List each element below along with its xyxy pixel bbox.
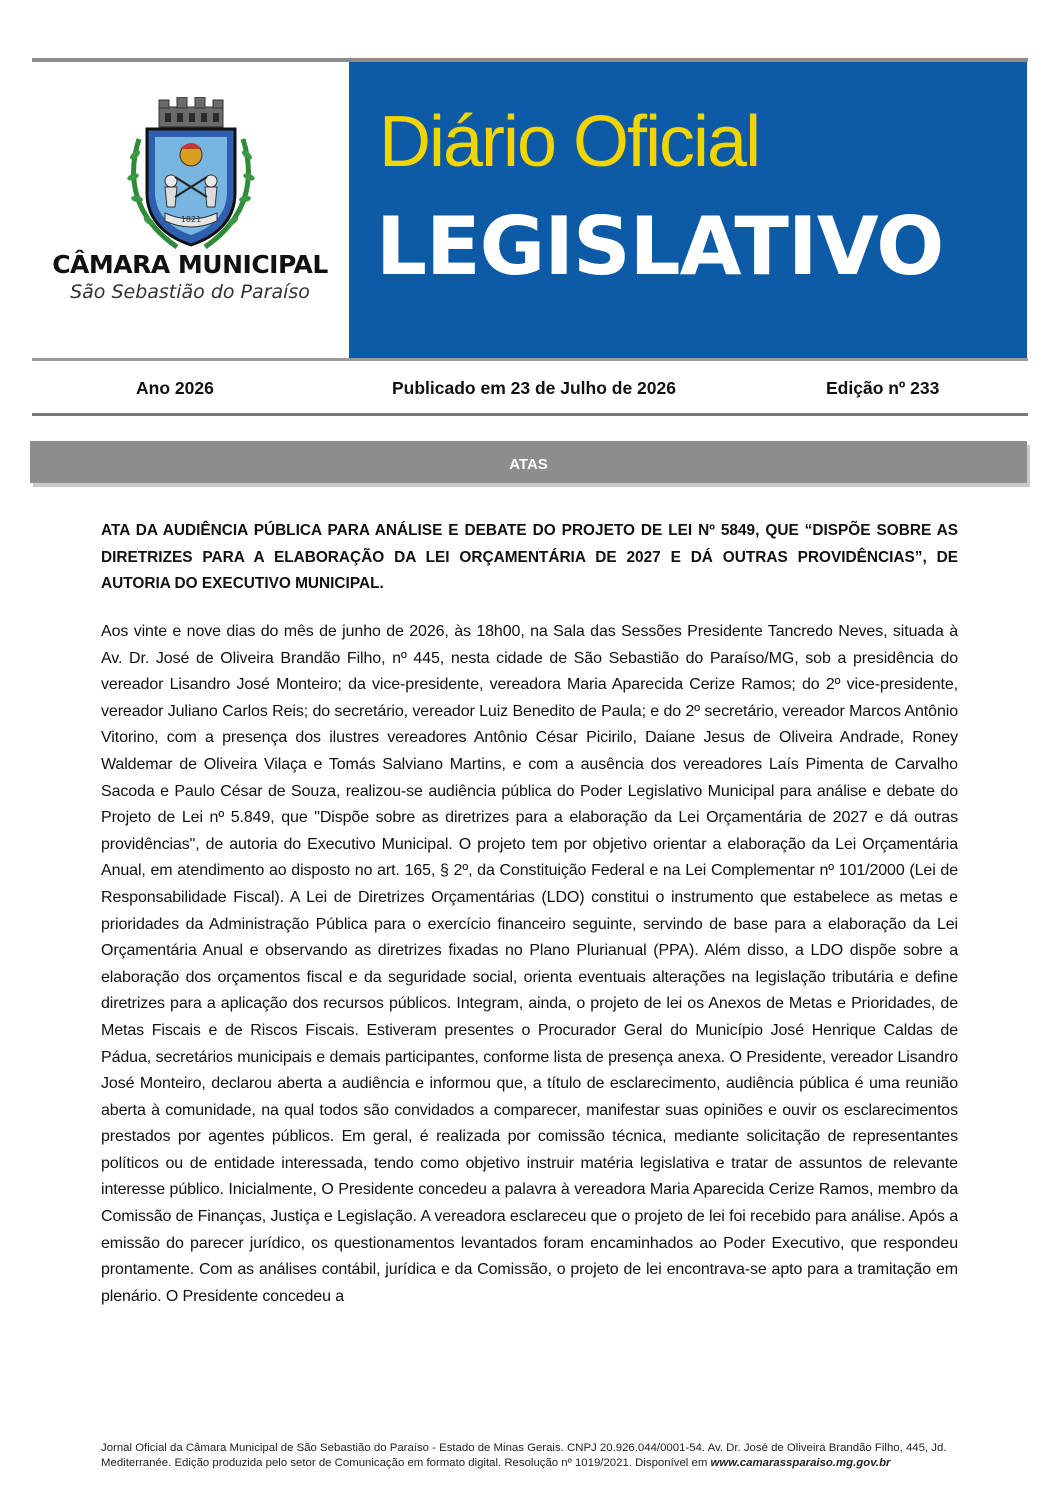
camara-subtitle: São Sebastião do Paraíso: [70, 281, 310, 303]
publication-info: [32, 378, 1028, 402]
camara-title: CÂMARA MUNICIPAL: [52, 250, 328, 279]
svg-text:1821: 1821: [180, 215, 202, 224]
document-heading: ATA DA AUDIÊNCIA PÚBLICA PARA ANÁLISE E DEBATE DO PROJETO DE LEI Nº 5849, QUE “DISPÕE SOBRE AS DIRETRIZES PARA A ELABORAÇÃO DA LEI ORÇAMENTÁRIA DE 2027 E DÁ OUTRAS PROVIDÊNCIAS”, DE AUTORIA DO EXECUTIVO MUNICIPAL.: [101, 522, 958, 592]
footer-website-link[interactable]: www.camarassparaiso.mg.gov.br: [710, 1457, 891, 1469]
divider: [32, 358, 1028, 361]
divider: [32, 413, 1028, 416]
section-header: ATAS: [30, 441, 1027, 483]
masthead-banner: [349, 62, 1027, 358]
footer: [101, 1441, 1011, 1471]
camara-logo: [32, 62, 348, 358]
edition-number: Edição nº 233: [826, 378, 940, 398]
publication-date: Publicado em 23 de Julho de 2026: [392, 378, 676, 398]
footer-text: Jornal Oficial da Câmara Municipal de São Sebastião do Paraíso - Estado de Minas Gerais. CNPJ 20.926.044/0001-54. Av. Dr. José de Oliveira Brandão Filho, 445, Jd. Mediterranée. Edição produzida pelo setor de Comunicação em formato digital. Resolução nº 1019/2021. Disponível em: [101, 1442, 947, 1469]
coat-of-arms-icon: [125, 97, 257, 259]
banner-subtitle: LEGISLATIVO: [376, 200, 944, 293]
document-body: Aos vinte e nove dias do mês de junho de 2026, às 18h00, na Sala das Sessões Presidente Tancredo Neves, situada à Av. Dr. José de Oliveira Brandão Filho, nº 445, nesta cidade de São Sebastião do Paraíso/MG, sob a presidência do vereador Lisandro José Monteiro; da vice-presidente, vereadora Maria Aparecida Cerize Ramos; do 2º vice-presidente, vereador Juliano Carlos Reis; do secretário, vereador Luiz Benedito de Paula; e do 2º secretário, vereador Marcos Antônio Vitorino, com a presença dos ilustres vereadores Antônio César Picirilo, Daiane Jesus de Oliveira Andrade, Roney Waldemar de Oliveira Vilaça e Tomás Salviano Martins, e com a ausência dos vereadores Laís Pimenta de Carvalho Sacoda e Paulo César de Souza, realizou-se audiência pública do Poder Legislativo Municipal para análise e debate do Projeto de Lei nº 5.849, que "Dispõe sobre as diretrizes para a elaboração da Lei Orçamentária de 2027 e dá outras providências", de autoria do Executivo Municipal. O projeto tem por objetivo orientar a elaboração da Lei Orçamentária Anual, em atendimento ao disposto no art. 165, § 2º, da Constituição Federal e na Lei Complementar nº 101/2000 (Lei de Responsabilidade Fiscal). A Lei de Diretrizes Orçamentárias (LDO) constitui o instrumento que estabelece as metas e prioridades da Administração Pública para o exercício financeiro seguinte, servindo de base para a elaboração da Lei Orçamentária Anual e observando as diretrizes fixadas no Plano Plurianual (PPA). Além disso, a LDO dispõe sobre a elaboração dos orçamentos fiscal e da seguridade social, orienta eventuais alterações na legislação tributária e define diretrizes para a aplicação dos recursos públicos. Integram, ainda, o projeto de lei os Anexos de Metas e Prioridades, de Metas Fiscais e de Riscos Fiscais. Estiveram presentes o Procurador Geral do Município José Henrique Caldas de Pádua, secretários municipais e demais participantes, conforme lista de presença anexa. O Presidente, vereador Lisandro José Monteiro, declarou aberta a audiência e informou que, a título de esclarecimento, audiência pública é uma reunião aberta à comunidade, na qual todos são convidados a comparecer, manifestar suas opiniões e ouvir os esclarecimentos prestados por agentes públicos. Em geral, é realizada por comissão técnica, mediante solicitação de representantes políticos ou de entidade interessada, tendo como objetivo instruir matéria legislativa e tratar de assuntos de relevante interesse público. Inicialmente, O Presidente concedeu a palavra à vereadora Maria Aparecida Cerize Ramos, membro da Comissão de Finanças, Justiça e Legislação. A vereadora esclareceu que o projeto de lei foi recebido para análise. Após a emissão do parecer jurídico, os questionamentos levantados foram encaminhados ao Poder Executivo, que respondeu prontamente. Com as análises contábil, jurídica e da Comissão, o projeto de lei encontrava-se apto para a tramitação em plenário. O Presidente concedeu a: [101, 623, 958, 1305]
banner-title: Diário Oficial: [379, 102, 760, 182]
publication-year: Ano 2026: [136, 378, 214, 398]
